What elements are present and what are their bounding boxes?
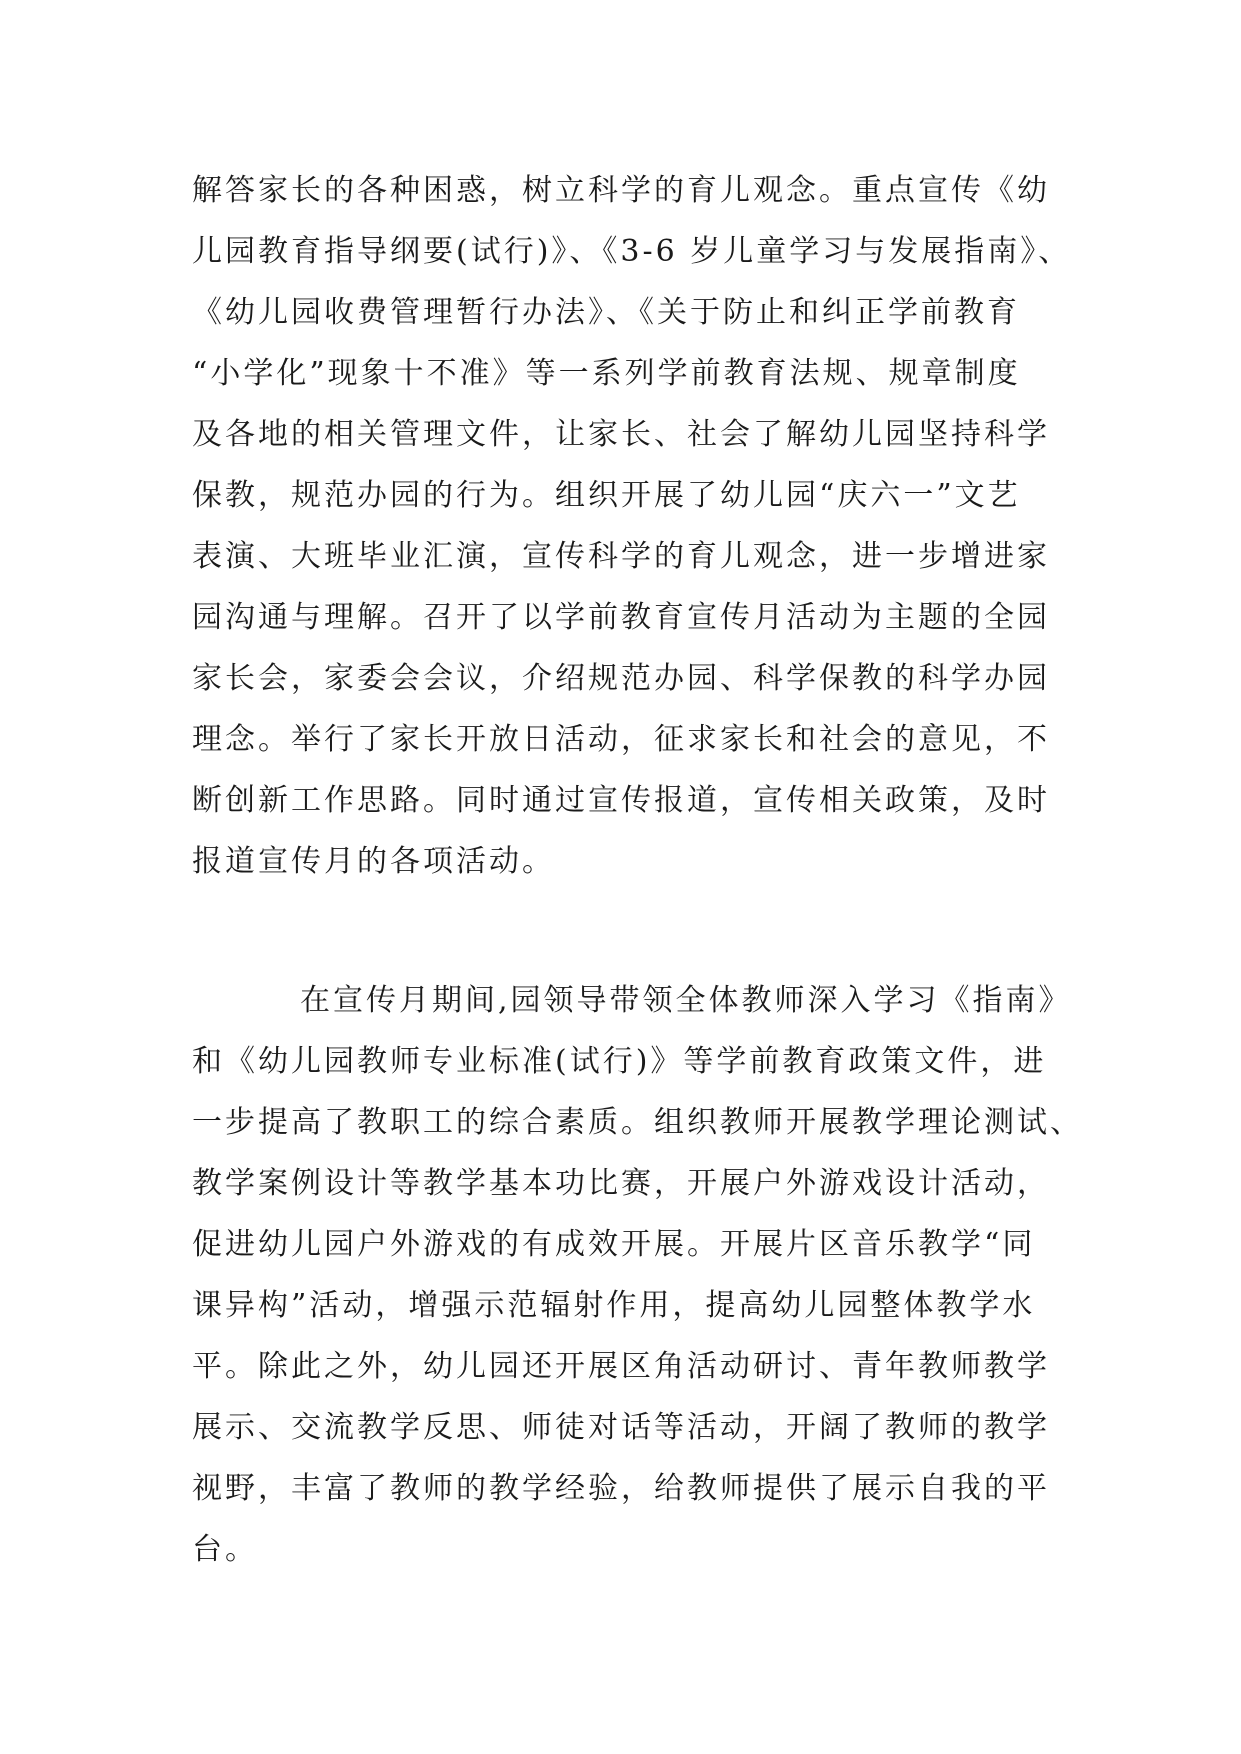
- paragraph-line: 理念。举行了家长开放日活动，征求家长和社会的意见，不: [192, 722, 1050, 757]
- paragraph-line: 表演、大班毕业汇演，宣传科学的育儿观念，进一步增进家: [192, 539, 1050, 574]
- paragraph-line: “小学化”现象十不准》等一系列学前教育法规、规章制度: [192, 356, 1021, 391]
- paragraph-line: 平。除此之外，幼儿园还开展区角活动研讨、青年教师教学: [192, 1349, 1050, 1384]
- paragraph-line: 展示、交流教学反思、师徒对话等活动，开阔了教师的教学: [192, 1410, 1050, 1445]
- paragraph-2: [192, 970, 1083, 1580]
- paragraph-line: 解答家长的各种困惑，树立科学的育儿观念。重点宣传《幼: [192, 173, 1050, 208]
- paragraph-line: 视野，丰富了教师的教学经验，给教师提供了展示自我的平: [192, 1471, 1050, 1506]
- paragraph-line: 及各地的相关管理文件，让家长、社会了解幼儿园坚持科学: [192, 417, 1050, 452]
- paragraph-line: 报道宣传月的各项活动。: [192, 844, 555, 879]
- paragraph-line: 促进幼儿园户外游戏的有成效开展。开展片区音乐教学“同: [192, 1227, 1036, 1262]
- paragraph-line: 课异构”活动，增强示范辐射作用，提高幼儿园整体教学水: [192, 1288, 1036, 1323]
- paragraph-line: 《幼儿园收费管理暂行办法》、《关于防止和纠正学前教育: [192, 295, 1020, 330]
- paragraph-line: 和《幼儿园教师专业标准(试行)》等学前教育政策文件，进: [192, 1044, 1047, 1079]
- paragraph-line: 台。: [192, 1532, 258, 1567]
- paragraph-line: 保教，规范办园的行为。组织开展了幼儿园“庆六一”文艺: [192, 478, 1021, 513]
- paragraph-line: 家长会，家委会会议，介绍规范办园、科学保教的科学办园: [192, 661, 1050, 696]
- paragraph-line: 儿园教育指导纲要(试行)》、《3-6 岁儿童学习与发展指南》、: [192, 234, 1072, 269]
- paragraph-line: 在宣传月期间,园领导带领全体教师深入学习《指南》: [300, 983, 1072, 1018]
- paragraph-line: 园沟通与理解。召开了以学前教育宣传月活动为主题的全园: [192, 600, 1050, 635]
- paragraph-line: 一步提高了教职工的综合素质。组织教师开展教学理论测试、: [192, 1105, 1083, 1140]
- paragraph-1: [192, 160, 1072, 892]
- paragraph-line: 断创新工作思路。同时通过宣传报道，宣传相关政策，及时: [192, 783, 1050, 818]
- paragraph-line: 教学案例设计等教学基本功比赛，开展户外游戏设计活动，: [192, 1166, 1050, 1201]
